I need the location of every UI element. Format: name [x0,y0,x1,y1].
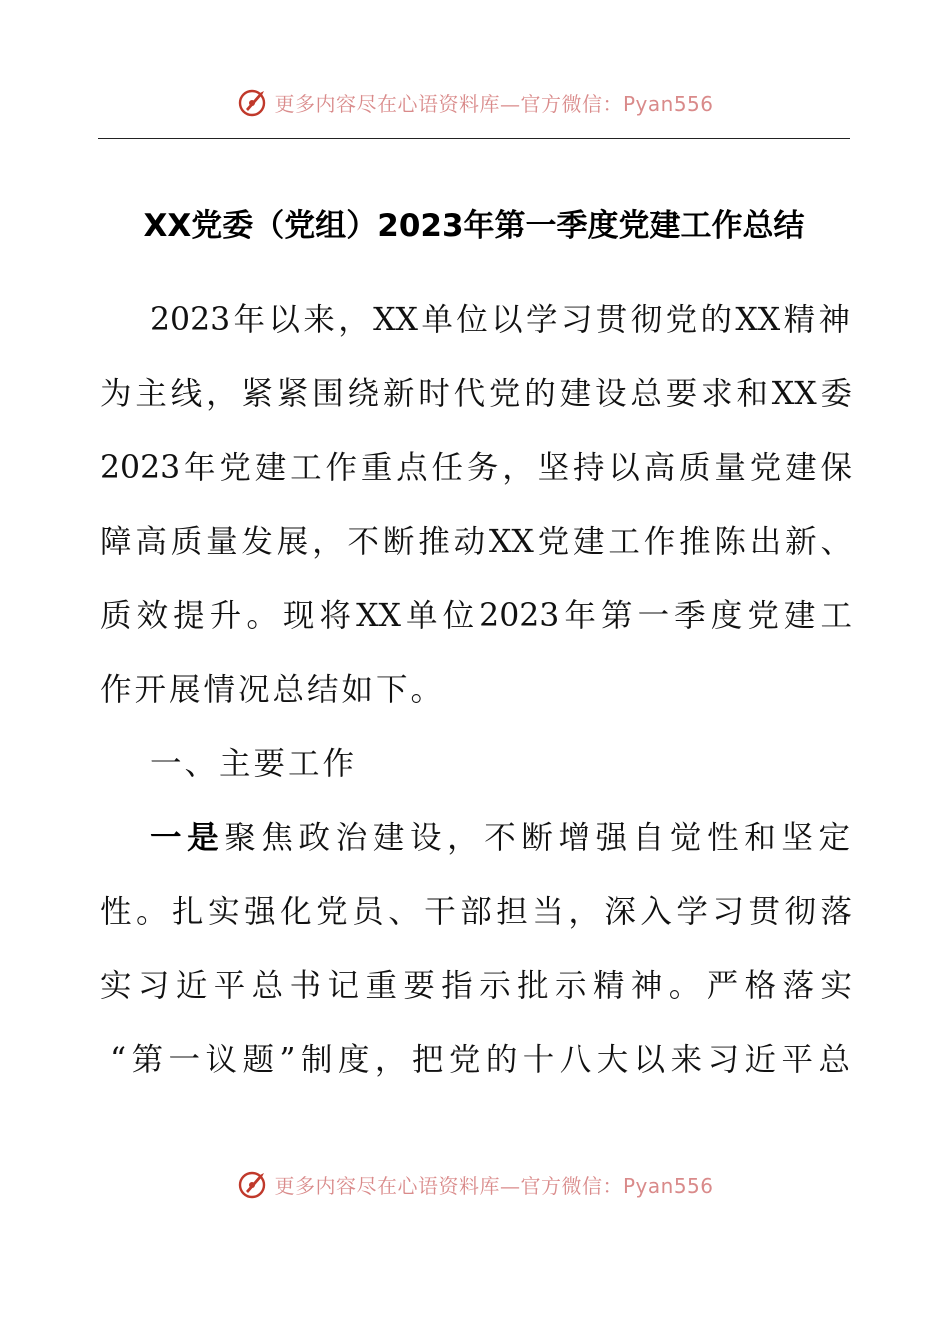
paragraph2-first-line-rest: 聚焦政治建设，不断增强自觉性和坚定 [224,820,850,856]
header-banner-account: Pyan556 [622,91,714,116]
header-banner [0,80,950,124]
paragraph1-line-4: 障高质量发展，不断推动XX党建工作推陈出新、 [100,524,852,560]
paragraph1-line-6: 作开展情况总结如下。 [100,672,446,708]
paragraph1-line-1: 2023年以来，XX单位以学习贯彻党的XX精神 [150,302,850,338]
paragraph2-lead: 一是 [150,819,225,856]
paragraph2-line-2: 性。扎实强化党员、干部担当，深入学习贯彻落 [100,894,852,930]
paragraph2-line-3: 实习近平总书记重要指示批示精神。严格落实 [100,968,852,1004]
document-title: XX党委（党组）2023年第一季度党建工作总结 [143,208,805,244]
section-heading: 一、主要工作 [150,746,358,782]
paragraph2-line-1 [150,801,850,875]
footer-banner-account: Pyan556 [622,1173,714,1198]
header-rule [98,138,850,139]
header-banner-text [274,88,713,117]
footer-banner [0,1162,950,1206]
header-banner-label: 更多内容尽在心语资料库—官方微信： [274,91,623,116]
footer-banner-label: 更多内容尽在心语资料库—官方微信： [274,1173,623,1198]
paragraph1-line-3: 2023年党建工作重点任务，坚持以高质量党建保 [100,450,852,486]
pen-circle-logo-icon [236,85,270,119]
pen-circle-logo-icon [236,1167,270,1201]
paragraph2-line-4: “第一议题”制度，把党的十八大以来习近平总 [110,1042,850,1078]
paragraph1-line-5: 质效提升。现将XX单位2023年第一季度党建工 [100,598,852,634]
footer-banner-text [274,1170,713,1199]
paragraph1-line-2: 为主线，紧紧围绕新时代党的建设总要求和XX委 [100,376,852,412]
